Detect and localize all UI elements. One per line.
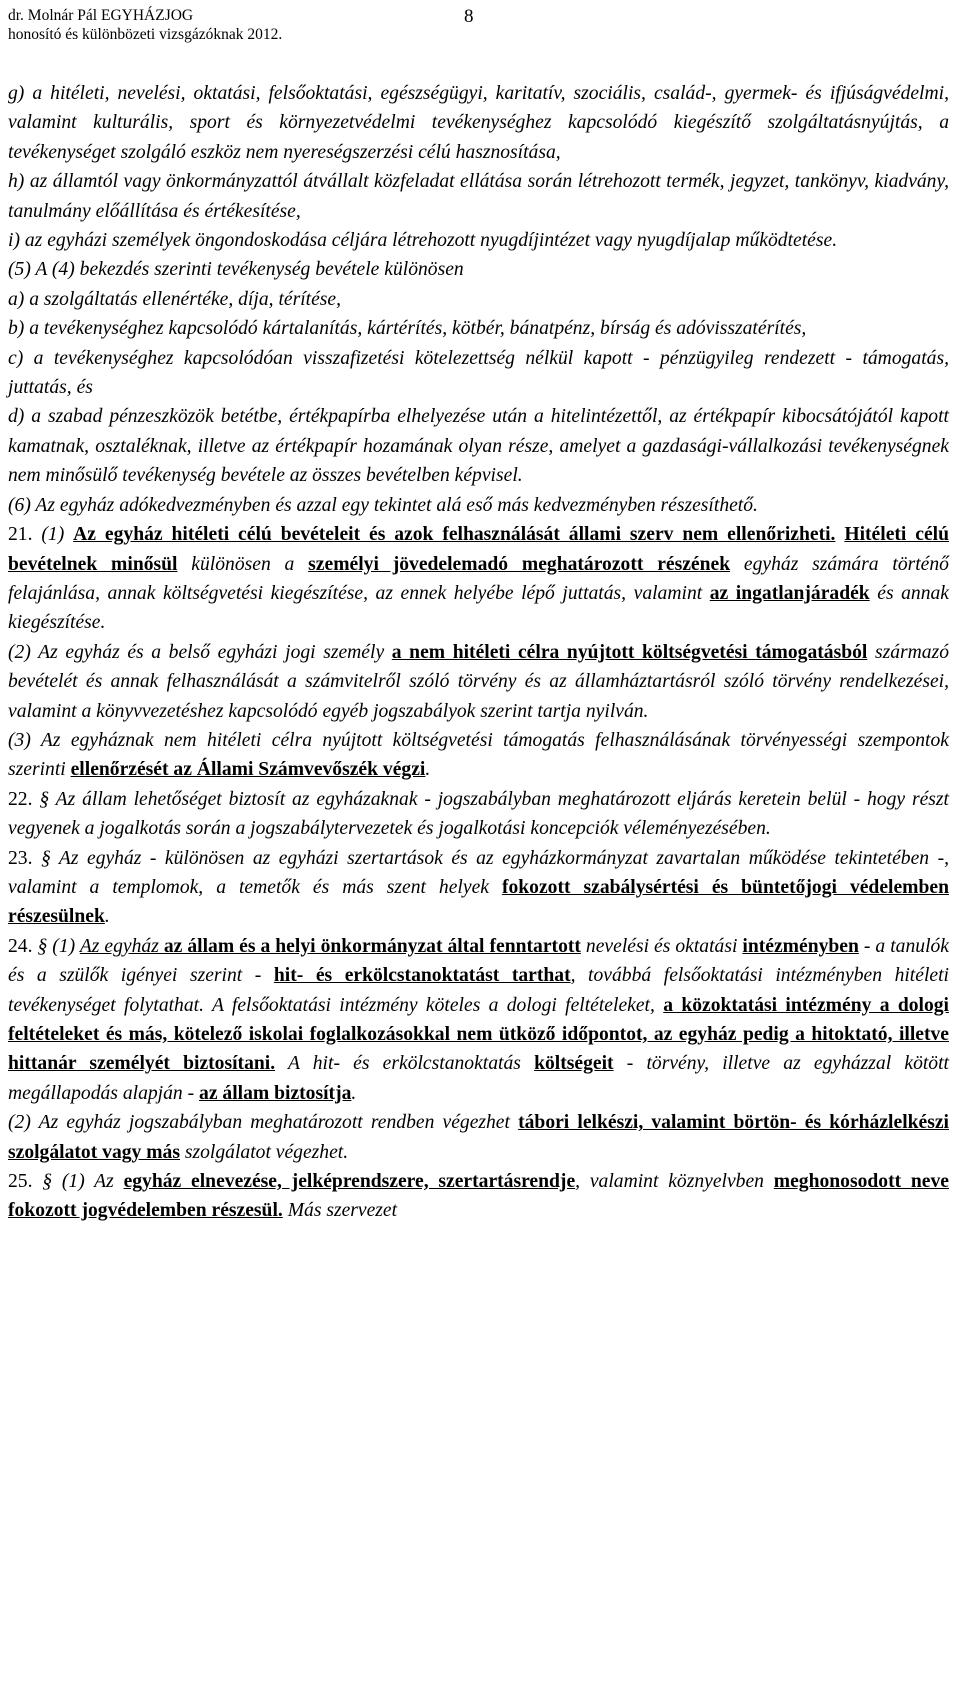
text-run: különösen a	[191, 553, 309, 575]
text-run: Más szervezet	[282, 1200, 398, 1222]
text-run: költségeit	[534, 1053, 614, 1075]
text-run: , továbbá felsőoktatási intézményben hitéleti tevékenységet folytathat. A felsőoktatási intézmény köteles a dologi feltételeket,	[8, 965, 949, 1016]
text-run: b) a tevékenységhez kapcsolódó kártalanítás, kártérítés, kötbér, bánatpénz, bírság és adóvisszatérítés,	[8, 318, 807, 340]
text-run: 23.	[8, 847, 41, 869]
text-run: és annak kiegészítése.	[8, 582, 950, 634]
text-run: egyház elnevezése, jelképrendszere, szertartásrendje	[123, 1171, 576, 1193]
text-run: fokozott szabálysértési és büntetőjogi védelemben részesülnek	[8, 876, 949, 928]
paragraph	[8, 932, 949, 1108]
text-run: származó bevételét és annak felhasználását a számvitelről szóló törvény és az államháztartásról szóló törvény rendelkezései, valamint a könyvvezetéshez kapcsolódó egyéb jogszabályok szerint tartja nyilván.	[8, 641, 949, 722]
running-header	[8, 6, 282, 44]
text-run: .	[425, 759, 431, 781]
text-run: (3) Az egyháznak nem hitéleti célra nyújtott költségvetési támogatás felhasználásának törvényességi szempontok szerinti	[8, 729, 949, 781]
paragraph	[8, 726, 949, 785]
text-run: § Az állam lehetőséget biztosít az egyházaknak - jogszabályban meghatározott eljárás keretein belül - hogy részt vegyenek a jogalkotás során a jogszabálytervezetek és jogalkotási koncepciók véleményezésében.	[8, 788, 950, 840]
text-run: intézményben	[742, 935, 859, 957]
paragraph	[8, 344, 949, 403]
document-body	[8, 79, 949, 1226]
text-run: (6) Az egyház adókedvezményben és azzal egy tekintet alá eső más kedvezményben részesíthető.	[8, 494, 758, 516]
text-run: § (1)	[37, 935, 80, 957]
text-run: , valamint köznyelvben	[575, 1171, 774, 1193]
text-run: szolgálatot végezhet.	[179, 1141, 349, 1163]
text-run: .	[351, 1082, 357, 1104]
text-run: 22.	[8, 788, 40, 810]
text-run: a nem hitéleti célra nyújtott költségvetési támogatásból	[391, 641, 868, 663]
text-run: 21.	[8, 524, 42, 546]
text-run: i) az egyházi személyek öngondoskodása céljára létrehozott nyugdíjintézet vagy nyugdíjalap működtetése.	[8, 230, 838, 252]
text-run: c) a tevékenységhez kapcsolódóan visszafizetési kötelezettség nélkül kapott - pénzügyileg rendezett - támogatás, juttatás, és	[8, 347, 949, 399]
paragraph	[8, 255, 949, 284]
paragraph	[8, 785, 949, 844]
paragraph	[8, 1167, 949, 1226]
header-subtitle: honosító és különbözeti vizsgázóknak 2012.	[8, 26, 283, 43]
text-run: személyi jövedelemadó meghatározott részének	[308, 553, 731, 575]
text-run: d) a szabad pénzeszközök betétbe, értékpapírba elhelyezése után a hitelintézettől, az értékpapír kibocsátójától kapott kamatnak, osztaléknak, illetve az értékpapír hozamának olyan része, amelyet a gazdasági-vállalkozási tevékenységnek nem minősülő tevékenység bevétele az összes bevételben képvisel.	[8, 406, 949, 487]
paragraph	[8, 285, 949, 314]
paragraph	[8, 314, 949, 343]
paragraph	[8, 491, 949, 520]
text-run	[835, 524, 844, 545]
text-run: (2) Az egyház jogszabályban meghatározott rendben végezhet	[8, 1112, 519, 1134]
text-run: h) az államtól vagy önkormányzattól átvállalt közfeladat ellátása során létrehozott termék, jegyzet, tankönyv, kiadvány, tanulmány előállítása és értékesítése,	[8, 171, 949, 222]
text-run: nevelési és oktatási	[580, 935, 743, 957]
paragraph	[8, 638, 949, 726]
paragraph	[8, 844, 949, 932]
text-run: egyház számára történő felajánlása, annak költségvetési kiegészítése, az ennek helyébe lépő juttatás, valamint	[8, 553, 949, 604]
text-run: g) a hitéleti, nevelési, oktatási, felsőoktatási, egészségügyi, karitatív, szociális, család-, gyermek- és ifjúságvédelmi, valamint kulturális, sport és környezetvédelmi tevékenységhez kapcsolódó kiegészítő szolgáltatásnyújtás, a tevékenységet szolgáló eszköz nem nyereségszerzési célú hasznosítása,	[8, 83, 949, 163]
text-run: (1)	[41, 524, 74, 546]
text-run: A hit- és erkölcstanoktatás	[275, 1053, 535, 1075]
text-run: - a tanulók és a szülők igényei szerint -	[8, 935, 950, 987]
paragraph	[8, 167, 949, 226]
text-run: § Az egyház - különösen az egyházi szertartások és az egyházkormányzat zavartalan működése tekintetében -, valamint a templomok, a temetők és más szent helyek	[8, 847, 950, 898]
paragraph	[8, 520, 949, 638]
text-run: 24.	[8, 935, 38, 957]
header-author: dr. Molnár Pál EGYHÁZJOG	[8, 7, 194, 24]
paragraph	[8, 79, 949, 167]
text-run: meghonosodott neve fokozott jogvédelemben részesül.	[8, 1171, 949, 1222]
text-run: - törvény, illetve az egyházzal kötött megállapodás alapján -	[8, 1053, 949, 1104]
text-run: tábori lelkészi, valamint börtön- és kórházlelkészi szolgálatot vagy más	[8, 1112, 949, 1163]
text-run: a) a szolgáltatás ellenértéke, díja, térítése,	[8, 288, 342, 310]
text-run: az állam és a helyi önkormányzat által fenntartott	[163, 935, 581, 957]
text-run: 25.	[8, 1171, 43, 1193]
text-run: hit- és erkölcstanoktatást tarthat	[273, 965, 571, 987]
text-run: (5) A (4) bekezdés szerinti tevékenység bevétele különösen	[8, 259, 464, 281]
text-run	[177, 554, 191, 575]
text-run: (2) Az egyház és a belső egyházi jogi személy	[8, 641, 392, 663]
text-run: .	[104, 906, 110, 928]
text-run: § (1) Az	[42, 1171, 124, 1193]
text-run: Az egyház hitéleti célú bevételeit és azok felhasználását állami szerv nem ellenőrizheti.	[73, 524, 836, 546]
text-run: Az egyház	[79, 935, 164, 957]
text-run: a közoktatási intézmény a dologi feltételeket és más, kötelező iskolai foglalkozásokkal nem ütköző időpontot, az egyház pedig a hitoktató, illetve hittanár személyét biztosítani.	[8, 994, 950, 1075]
page-number: 8	[464, 6, 474, 27]
text-run: az ingatlanjáradék	[709, 582, 870, 604]
paragraph	[8, 226, 949, 255]
text-run: ellenőrzését az Állami Számvevőszék végzi	[70, 759, 426, 781]
text-run: Hitéleti célú bevételnek minősül	[8, 524, 949, 575]
paragraph	[8, 402, 949, 490]
text-run: az állam biztosítja	[199, 1082, 352, 1104]
paragraph	[8, 1108, 949, 1167]
